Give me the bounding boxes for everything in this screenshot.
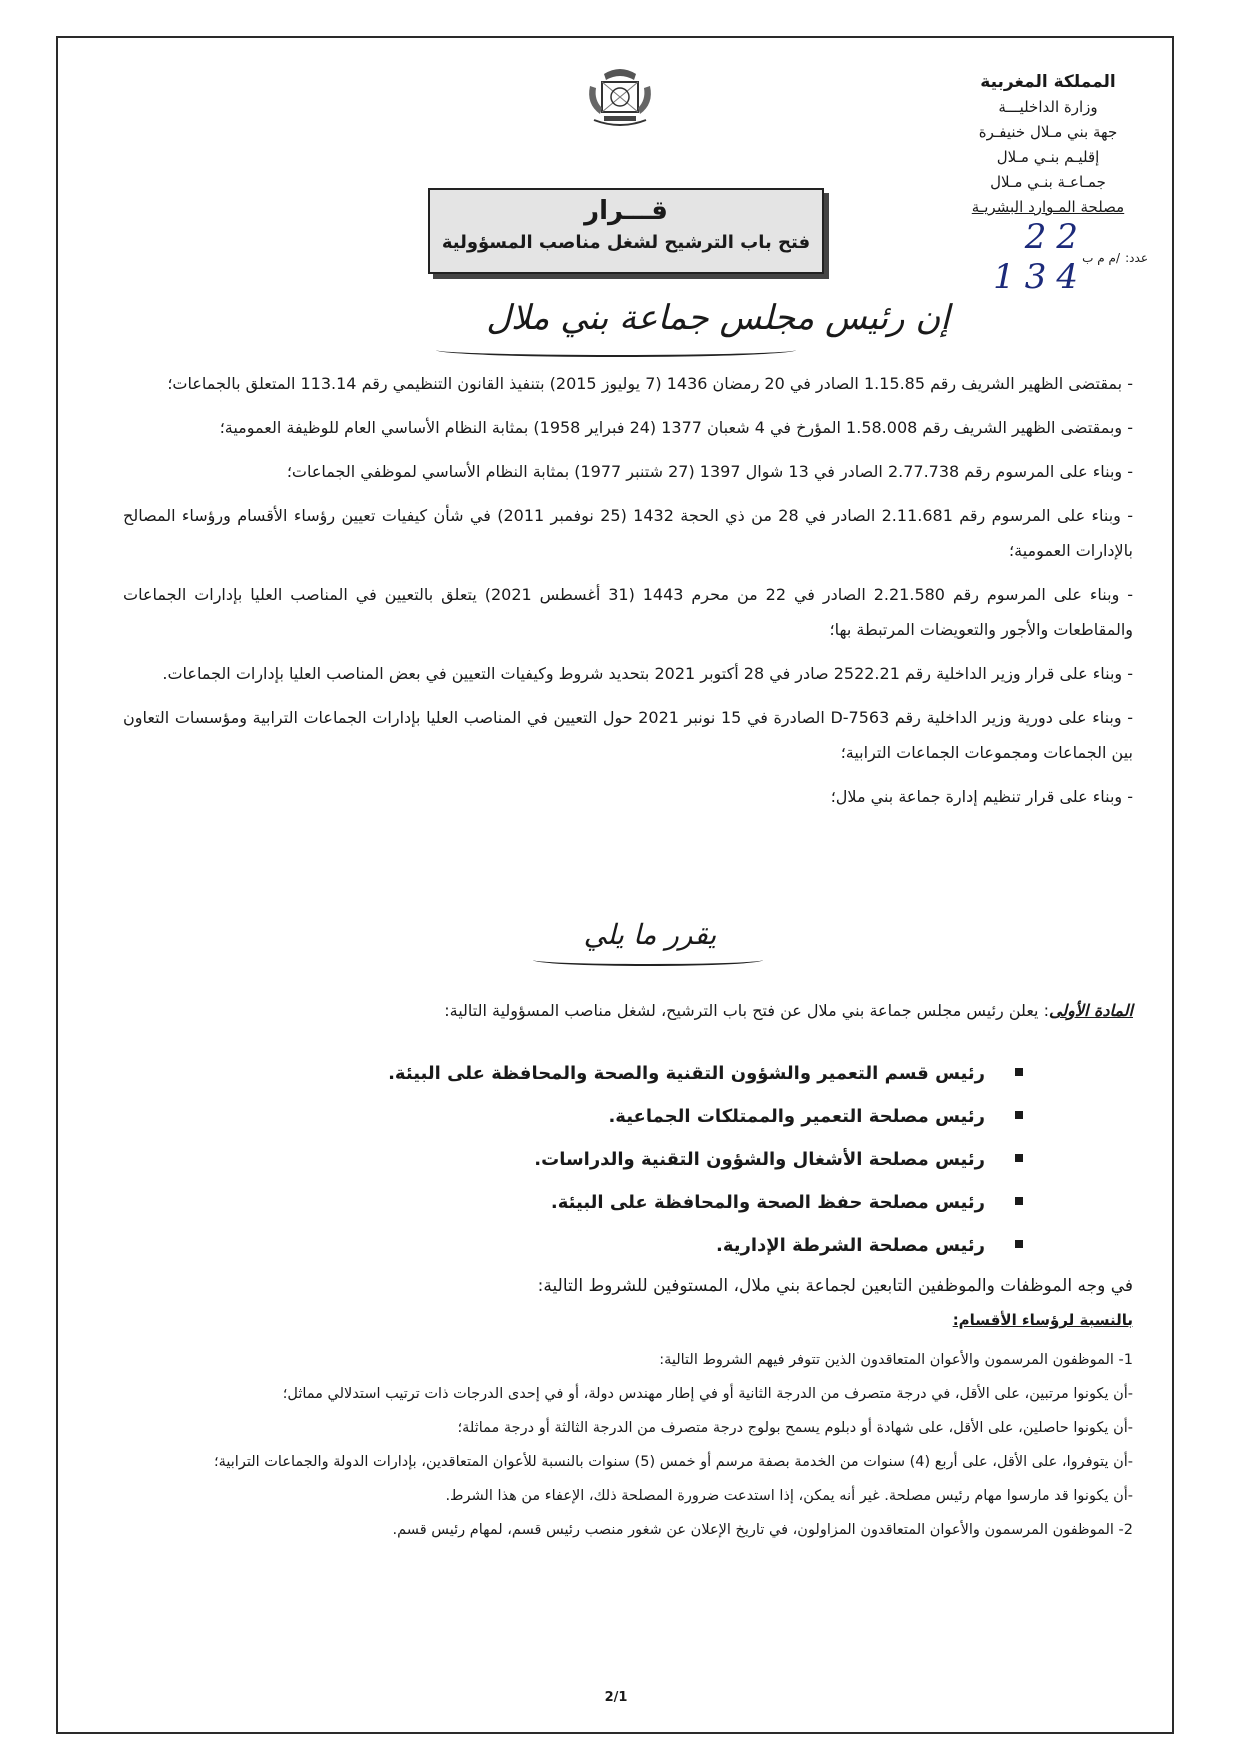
condition-item: -أن يتوفروا، على الأقل، على أربع (4) سنوات من الخدمة بصفة مرسم أو خمس (5) سنوات بالنسبة للأعوان المتعاقدين، بإدارات الدولة والجماعات الترابية؛	[214, 1454, 1133, 1470]
preamble-item: - وبناء على المرسوم رقم 2.11.681 الصادر في 28 من ذي الحجة 1432 (25 نوفمبر 2011) في شأن كيفيات تعيين رؤساء الأقسام ورؤساء المصالح بالإدارات العمومية؛	[123, 506, 1134, 560]
section-heading-division-heads: بالنسبة لرؤساء الأقسام:	[952, 1311, 1133, 1329]
royal-emblem-icon	[582, 64, 658, 134]
position-title: رئيس مصلحة الأشغال والشؤون التقنية والدراسات.	[534, 1149, 985, 1170]
condition-item: -أن يكونوا حاصلين، على الأقل، على شهادة أو دبلوم يسمح بولوج درجة متصرف من الدرجة الثالثة أو درجة مماثلة؛	[457, 1420, 1133, 1436]
issuer-heading: إن رئيس مجلس جماعة بني ملال	[486, 298, 950, 338]
ref-handwritten-number: 22 134	[993, 217, 1088, 297]
bullet-square-icon	[1015, 1240, 1023, 1248]
preamble-item: - وبمقتضى الظهير الشريف رقم 1.58.008 المؤرخ في 4 شعبان 1377 (24 فبراير 1958) بمثابة النظام الأساسي العام للوظيفة العمومية؛	[219, 418, 1133, 437]
positions-list	[223, 1052, 1023, 1267]
preamble-item: - وبناء على قرار تنظيم إدارة جماعة بني ملال؛	[830, 787, 1133, 806]
header-service: مصلحة المـوارد البشريـة	[971, 198, 1125, 216]
ref-label: عدد:	[1125, 251, 1148, 265]
decides-underline	[533, 954, 763, 966]
decision-title: قـــرار	[584, 196, 668, 226]
conditions-list	[123, 1344, 1133, 1548]
condition-item: -أن يكونوا مرتبين، على الأقل، في درجة متصرف من الدرجة الثانية أو في إطار مهندس دولة، أو في إحدى الدرجات ذات ترتيب استدلالي مماثل؛	[282, 1386, 1133, 1402]
header-admin-block	[948, 70, 1148, 220]
article-1	[123, 996, 1133, 1026]
preamble-item: - بمقتضى الظهير الشريف رقم 1.15.85 الصادر في 20 رمضان 1436 (7 يوليوز 2015) بتنفيذ القانون التنظيمي رقم 113.14 المتعلق بالجماعات؛	[167, 374, 1133, 393]
header-commune: جمـاعـة بنـي مـلال	[990, 173, 1106, 191]
article-1-label: المادة الأولى	[1048, 1001, 1133, 1020]
list-item	[223, 1052, 1023, 1095]
decision-subtitle: فتح باب الترشيح لشغل مناصب المسؤولية	[441, 232, 811, 253]
list-item	[223, 1138, 1023, 1181]
bullet-square-icon	[1015, 1068, 1023, 1076]
position-title: رئيس مصلحة الشرطة الإدارية.	[716, 1235, 985, 1256]
article-1-text: : يعلن رئيس مجلس جماعة بني ملال عن فتح باب الترشيح، لشغل مناصب المسؤولية التالية:	[444, 1001, 1049, 1020]
decides-heading: يقرر ما يلي	[583, 918, 717, 951]
position-title: رئيس قسم التعمير والشؤون التقنية والصحة والمحافظة على البيئة.	[388, 1063, 985, 1084]
header-kingdom: المملكة المغربية	[980, 72, 1116, 92]
list-item	[223, 1095, 1023, 1138]
header-province: إقليـم بنـي مـلال	[996, 148, 1100, 166]
audience-statement: في وجه الموظفات والموظفين التابعين لجماعة بني ملال، المستوفين للشروط التالية:	[537, 1276, 1133, 1296]
preamble	[123, 366, 1133, 823]
preamble-item: - وبناء على المرسوم رقم 2.77.738 الصادر في 13 شوال 1397 (27 شتنبر 1977) بمثابة النظام الأساسي لموظفي الجماعات؛	[286, 462, 1133, 481]
reference-number	[928, 217, 1148, 297]
header-region: جهة بني مـلال خنيفـرة	[978, 123, 1118, 141]
position-title: رئيس مصلحة حفظ الصحة والمحافظة على البيئة.	[550, 1192, 985, 1213]
preamble-item: - وبناء على قرار وزير الداخلية رقم 2522.21 صادر في 28 أكتوبر 2021 بتحديد شروط وكيفيات التعيين في بعض المناصب العليا بإدارات الجماعات.	[162, 664, 1133, 683]
list-item	[223, 1181, 1023, 1224]
preamble-item: - وبناء على المرسوم رقم 2.21.580 الصادر في 22 من محرم 1443 (31 أغسطس 2021) يتعلق بالتعيين في المناصب العليا بإدارات الجماعات والمقاطعات والأجور والتعويضات المرتبطة بها؛	[123, 585, 1134, 639]
condition-item: 2- الموظفون المرسمون والأعوان المتعاقدون المزاولون، في تاريخ الإعلان عن شغور منصب رئيس قسم، لمهام رئيس قسم.	[392, 1522, 1133, 1538]
decision-title-box	[428, 188, 824, 274]
issuer-underline	[436, 343, 796, 357]
list-item	[223, 1224, 1023, 1267]
bullet-square-icon	[1015, 1197, 1023, 1205]
bullet-square-icon	[1015, 1111, 1023, 1119]
bullet-square-icon	[1015, 1154, 1023, 1162]
condition-item: -أن يكونوا قد مارسوا مهام رئيس مصلحة. غير أنه يمكن، إذا استدعت ضرورة المصلحة ذلك، الإعفاء من هذا الشرط.	[445, 1488, 1133, 1504]
header-ministry: وزارة الداخليـــة	[998, 98, 1098, 116]
condition-item: 1- الموظفون المرسمون والأعوان المتعاقدون الذين تتوفر فيهم الشروط التالية:	[659, 1352, 1133, 1368]
position-title: رئيس مصلحة التعمير والممتلكات الجماعية.	[608, 1106, 985, 1127]
preamble-item: - وبناء على دورية وزير الداخلية رقم D-7563 الصادرة في 15 نونبر 2021 حول التعيين في المناصب العليا بإدارات الجماعات الترابية ومؤسسات التعاون بين الجماعات ومجموعات الجماعات الترابية؛	[123, 708, 1133, 762]
page-number: 2/1	[604, 1690, 628, 1705]
ref-suffix: /م م ب	[1082, 251, 1120, 265]
